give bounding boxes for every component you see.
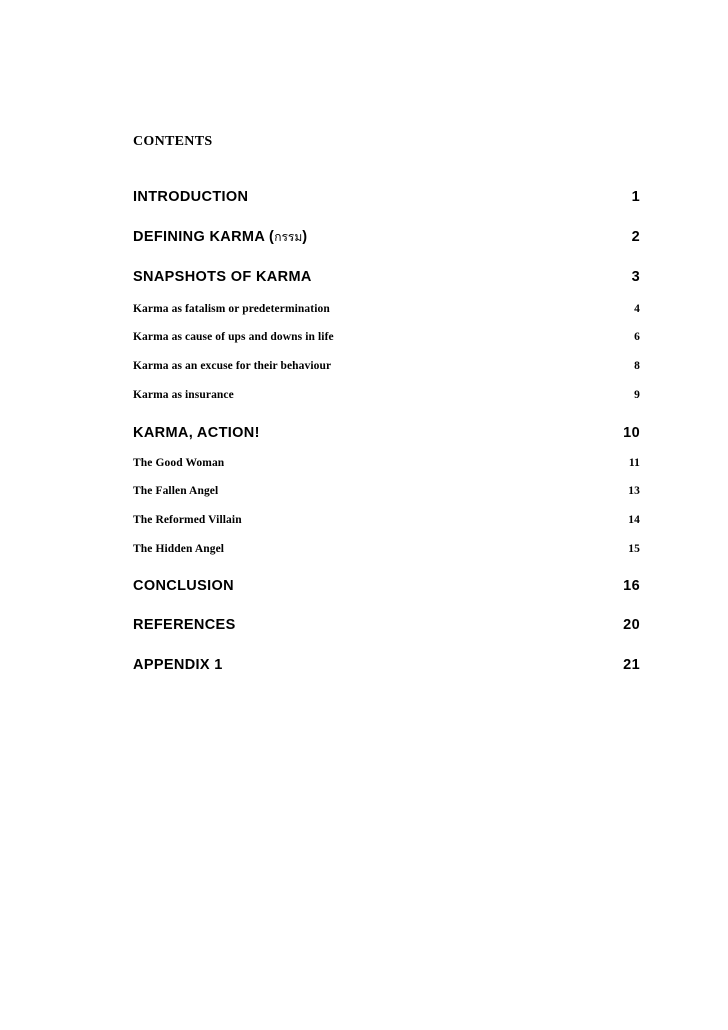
toc-entry-page: 13 xyxy=(628,485,640,497)
toc-entry-title: REFERENCES xyxy=(133,617,236,633)
toc-entry-snapshots-of-karma[interactable] xyxy=(133,268,640,286)
toc-entry-page: 9 xyxy=(634,389,640,401)
toc-entry-defining-karma[interactable] xyxy=(133,228,640,246)
toc-entry-title xyxy=(133,228,307,246)
toc-entry-good-woman[interactable] xyxy=(133,456,640,470)
toc-entry-title: The Hidden Angel xyxy=(133,543,225,555)
toc-entry-hidden-angel[interactable] xyxy=(133,542,640,556)
toc-entry-page: 4 xyxy=(634,303,640,315)
contents-heading: CONTENTS xyxy=(133,134,213,149)
toc-entry-page: 20 xyxy=(623,617,640,633)
toc-entry-page: 8 xyxy=(634,360,640,372)
toc-entry-page: 21 xyxy=(623,657,640,673)
toc-entry-introduction[interactable] xyxy=(133,188,640,206)
toc-entry-karma-excuse[interactable] xyxy=(133,359,640,373)
toc-entry-page: 2 xyxy=(631,229,640,245)
toc-entry-conclusion[interactable] xyxy=(133,577,640,595)
toc-entry-references[interactable] xyxy=(133,616,640,634)
toc-entry-title: APPENDIX 1 xyxy=(133,657,223,673)
toc-entry-title-thai: กรรม xyxy=(274,230,303,244)
toc-entry-title: The Good Woman xyxy=(133,457,225,469)
toc-entry-karma-action[interactable] xyxy=(133,424,640,442)
toc-entry-title: Karma as cause of ups and downs in life xyxy=(133,331,334,343)
toc-entry-page: 14 xyxy=(628,514,640,526)
toc-entry-title: KARMA, ACTION! xyxy=(133,425,260,441)
toc-entry-page: 16 xyxy=(623,578,640,594)
toc-entry-title: The Reformed Villain xyxy=(133,514,242,526)
toc-entry-karma-insurance[interactable] xyxy=(133,388,640,402)
toc-entry-title: The Fallen Angel xyxy=(133,485,219,497)
toc-entry-page: 6 xyxy=(634,331,640,343)
toc-entry-title: CONCLUSION xyxy=(133,578,234,594)
toc-entry-appendix-1[interactable] xyxy=(133,656,640,674)
toc-entry-title: Karma as fatalism or predetermination xyxy=(133,303,330,315)
toc-entry-reformed-villain[interactable] xyxy=(133,513,640,527)
toc-entry-title: Karma as an excuse for their behaviour xyxy=(133,360,332,372)
toc-entry-title: INTRODUCTION xyxy=(133,189,249,205)
toc-entry-karma-ups-and-downs[interactable] xyxy=(133,330,640,344)
toc-entry-fallen-angel[interactable] xyxy=(133,484,640,498)
toc-entry-karma-fatalism[interactable] xyxy=(133,302,640,316)
toc-entry-page: 11 xyxy=(628,457,640,469)
toc-entry-title: Karma as insurance xyxy=(133,389,234,401)
toc-entry-page: 15 xyxy=(628,543,640,555)
toc-entry-title-suffix: ) xyxy=(302,229,308,245)
toc-entry-page: 1 xyxy=(631,189,640,205)
toc-entry-title-main: DEFINING KARMA ( xyxy=(133,229,275,245)
toc-entry-title: SNAPSHOTS OF KARMA xyxy=(133,269,312,285)
toc-entry-page: 10 xyxy=(623,425,640,441)
toc-entry-page: 3 xyxy=(631,269,640,285)
